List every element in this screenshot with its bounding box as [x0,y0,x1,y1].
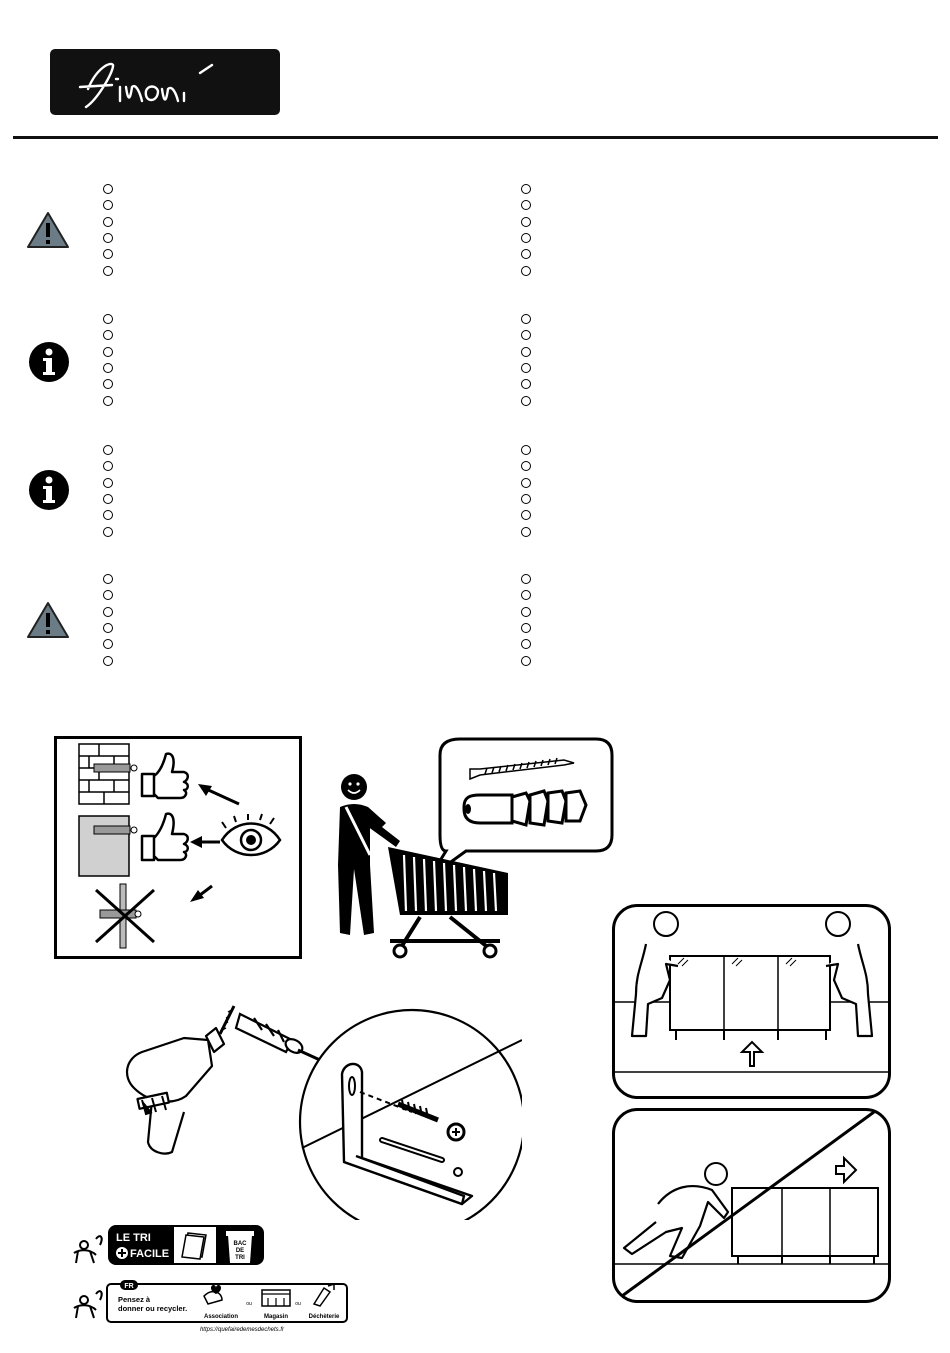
language-bullet [103,314,113,324]
language-bullet [103,347,113,357]
wall-type-illustration [54,736,302,960]
language-bullet [103,623,113,633]
language-bullet [521,330,531,340]
language-bullet [521,607,531,617]
language-bullet [521,590,531,600]
language-bullet [103,494,113,504]
svg-text:ou: ou [295,1301,301,1307]
language-bullet [103,233,113,243]
language-bullet [521,396,531,406]
language-bullet [103,217,113,227]
language-bullet [103,510,113,520]
svg-text:Magasin: Magasin [263,1314,289,1320]
language-bullet [103,445,113,455]
language-bullet [103,574,113,584]
language-bullet [521,363,531,373]
language-bullet [103,639,113,649]
language-bullet [521,510,531,520]
warning-triangle-icon [26,601,70,639]
language-bullet [521,314,531,324]
warning-triangle-icon [26,211,70,249]
recycle-message-line1: Pensez à [118,1295,151,1304]
language-bullet [103,249,113,259]
svg-text:TRI: TRI [235,1255,245,1261]
language-bullet [521,200,531,210]
buy-screws-illustration [330,735,620,965]
language-bullet [103,330,113,340]
language-bullet [103,607,113,617]
svg-text:BAC: BAC [233,1241,247,1247]
info-circle-icon [28,341,70,383]
recycle-message-line2: donner ou recycler. [118,1304,188,1313]
correct-lifting-illustration [612,904,892,1100]
language-bullet [521,478,531,488]
language-bullet [103,527,113,537]
language-bullet [521,347,531,357]
language-bullet [521,379,531,389]
language-bullet [103,590,113,600]
language-bullet [103,266,113,276]
language-bullet [521,184,531,194]
language-bullet [521,461,531,471]
language-bullet [521,233,531,243]
header-rule [13,136,938,139]
language-bullet [521,574,531,584]
info-circle-icon [28,469,70,511]
svg-text:Déchèterie: Déchèterie [308,1314,340,1320]
recycle-url[interactable]: https://quefairedemesdechets.fr [199,1327,285,1333]
language-bullet [521,494,531,504]
svg-text:ou: ou [246,1301,252,1307]
language-bullet [103,200,113,210]
drill-mounting-illustration [112,1000,522,1220]
svg-text:Association: Association [203,1314,239,1320]
language-bullet [103,363,113,373]
language-bullet [103,656,113,666]
language-bullet [521,217,531,227]
tri-badge-line2: FACILE [130,1248,170,1260]
language-bullet [521,249,531,259]
language-bullet [103,184,113,194]
language-bullet [521,527,531,537]
svg-text:DE: DE [235,1248,245,1254]
language-bullet [521,266,531,276]
language-bullet [103,478,113,488]
recycling-info-badge [66,1278,356,1334]
language-bullet [103,396,113,406]
language-bullet [103,461,113,471]
brand-logo [50,49,280,115]
language-bullet [521,639,531,649]
language-bullet [521,623,531,633]
triman-sorting-badge [66,1223,266,1267]
incorrect-pushing-illustration [612,1108,892,1304]
svg-text:FR: FR [124,1283,134,1290]
language-bullet [521,445,531,455]
tri-badge-line1: LE TRI [116,1232,151,1244]
language-bullet [103,379,113,389]
language-bullet [521,656,531,666]
